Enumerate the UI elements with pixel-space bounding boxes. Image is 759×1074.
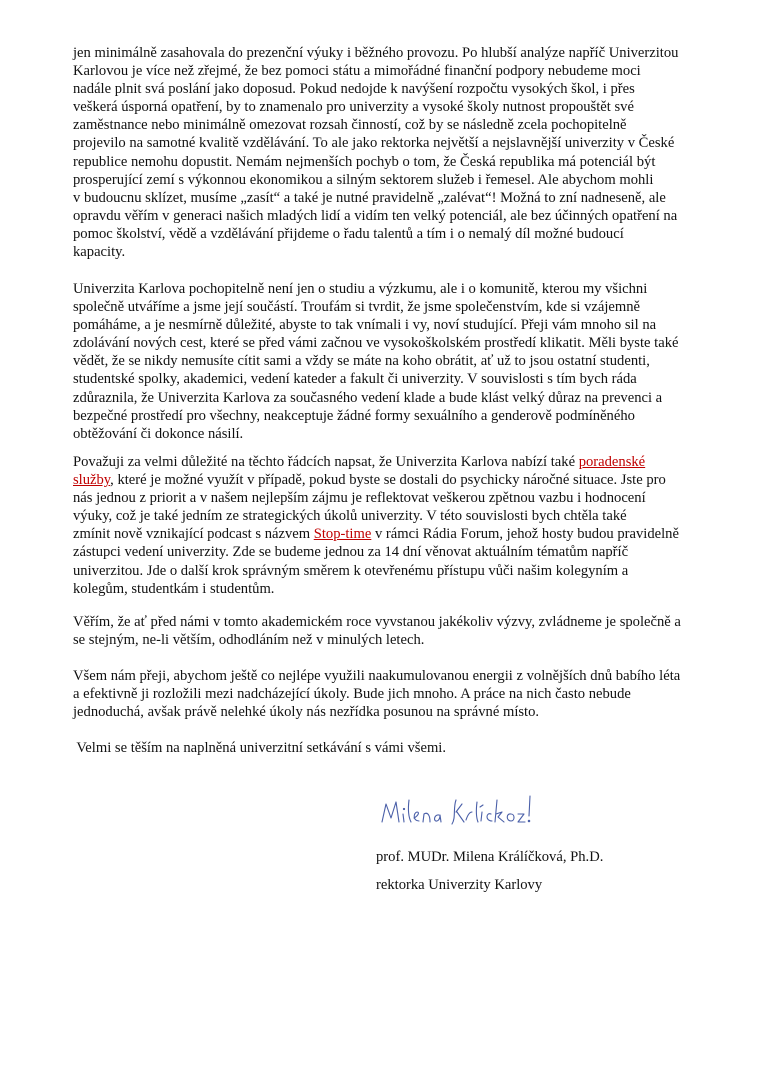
text-segment: v rámci Rádia Forum, jehož hosty budou pravidelně [371, 526, 679, 543]
text-line: v budoucnu sklízet, musíme „zasít“ a také je nutné pravidelně „zalévat“! Možná to zní nadneseně, ale [73, 189, 666, 206]
text-line: univerzitou. Jde o další krok správným směrem k otevřenému přístupu vůči našim kolegyním a [73, 562, 629, 579]
text-line: veškerá úsporná opatření, by to znamenalo pro univerzity a vysoké školy nutnost propouštět své [73, 99, 634, 116]
text-line: bezpečné prostředí pro všechny, neakceptuje žádné formy sexuálního a genderově podmíněného [73, 407, 635, 424]
paragraph-budget [73, 44, 693, 261]
text-line: Věřím, že ať před námi v tomto akademickém roce vyvstanou jakékoliv výzvy, zvládneme je společně a [73, 614, 681, 630]
paragraph-wishes [73, 667, 693, 721]
text-line: zaměstnance nebo minimálně omezovat rozsah činností, což by se následně zcela pochopitelně [73, 117, 627, 134]
text-line: projevilo na samotné kvalitě vzdělávání. To ale jako rektorka největší a nejslavnější univerzity v České [73, 135, 675, 152]
text-line [73, 471, 693, 489]
handwritten-signature [378, 790, 548, 836]
text-line: nadále plnit svá poslání jako doposud. Pokud nedojde k navýšení rozpočtu vysokých škol, i přes [73, 81, 635, 98]
counseling-services-link[interactable]: poradenské [578, 454, 646, 470]
signer-title: rektorka Univerzity Karlovy [376, 877, 543, 893]
text-line: opravdu věřím v generaci našich mladých lidí a vidím ten velký potenciál, ale bez účinných opatření na [73, 207, 678, 224]
text-line: výuky, což je také jedním ze strategických úkolů univerzity. V této souvislosti bych chtěla také [73, 508, 627, 525]
text-line: pomáháme, a je nesmírně důležité, abyste to tak vnímali i vy, noví studující. Přeji vám mnoho sil na [73, 317, 657, 334]
text-line: republice nemohu dopustit. Nemám nejmenších pochyb o tom, že Česká republika má potenciál být [73, 153, 656, 170]
stop-time-podcast-link[interactable]: Stop-time [313, 526, 372, 543]
paragraph-community [73, 280, 693, 443]
closing-line: Velmi se těším na naplněná univerzitní setkávání s vámi všemi. [73, 740, 447, 756]
text-line: jednoduchá, avšak právě nelehké úkoly nás nezřídka posunou na správné místo. [73, 704, 540, 721]
text-line: jen minimálně zasahovala do prezenční výuky i běžného provozu. Po hlubší analýze napříč Univerzitou [73, 45, 679, 61]
text-line: zdůraznila, že Univerzita Karlova za současného vedení klade a bude klást velký důraz na prevenci a [73, 389, 663, 406]
text-line [73, 453, 693, 471]
paragraph-services [73, 453, 693, 598]
text-line: se stejným, ne-li větším, odhodláním než v minulých letech. [73, 632, 425, 649]
paragraph-challenges [73, 613, 693, 649]
text-line [73, 525, 693, 543]
text-segment: zmínit nově vznikající podcast s názvem [73, 526, 314, 543]
signer-name: prof. MUDr. Milena Králíčková, Ph.D. [376, 849, 604, 865]
text-line: vědět, že se nikdy nemusíte cítit sami a vždy se máte na koho obrátit, ať už to jsou ostatní studenti, [73, 353, 650, 370]
text-line: obtěžování či dokonce násilí. [73, 425, 244, 442]
text-segment: , které je možné využít v případě, pokud byste se dostali do psychicky náročné situace. Jste pro [110, 472, 666, 489]
text-segment: Považuji za velmi důležité na těchto řádcích napsat, že Univerzita Karlova nabízí také [73, 454, 579, 470]
text-line: Univerzita Karlova pochopitelně není jen o studiu a výzkumu, ale i o komunitě, kterou my všichni [73, 281, 648, 297]
text-line: prosperující zemí s výkonnou ekonomikou a silným sektorem služeb i řemesel. Ale abychom mohli [73, 171, 654, 188]
text-line: nás jednou z priorit a v našem nejlepším zájmu je reflektovat veškerou zpětnou vazbu i hodnocení [73, 490, 646, 507]
text-line: Všem nám přeji, abychom ještě co nejlépe využili naakumulovanou energii z volnějších dnů babího léta [73, 668, 681, 684]
text-line: zdolávání nových cest, které se před vámi začnou ve vysokoškolském prostředí klikatit. Měli byste také [73, 335, 679, 352]
text-line: a efektivně ji rozložili mezi nadcházející úkoly. Bude jich mnoho. A práce na nich často nebude [73, 686, 631, 703]
counseling-services-link-cont[interactable]: služby [73, 472, 111, 489]
text-line: pomoc školství, vědě a vzdělávání přijdeme o řadu talentů a tím i o nemalý díl možné budoucí [73, 225, 624, 242]
text-line: zástupci vedení univerzity. Zde se budeme jednou za 14 dní věnovat aktuálním tématům napříč [73, 544, 629, 561]
text-line: Karlovou je více než zřejmé, že bez pomoci státu a mimořádné finanční podpory nebudeme moci [73, 63, 641, 80]
text-line: studentské spolky, akademici, vedení kateder a fakult či univerzity. V souvislosti s tím bych ráda [73, 371, 637, 388]
text-line: kolegům, studentkám i studentům. [73, 580, 275, 597]
text-line: kapacity. [73, 244, 126, 261]
text-line: společně utváříme a jsme její součástí. Troufám si tvrdit, že jsme společenstvím, kde si vzájemně [73, 299, 641, 316]
